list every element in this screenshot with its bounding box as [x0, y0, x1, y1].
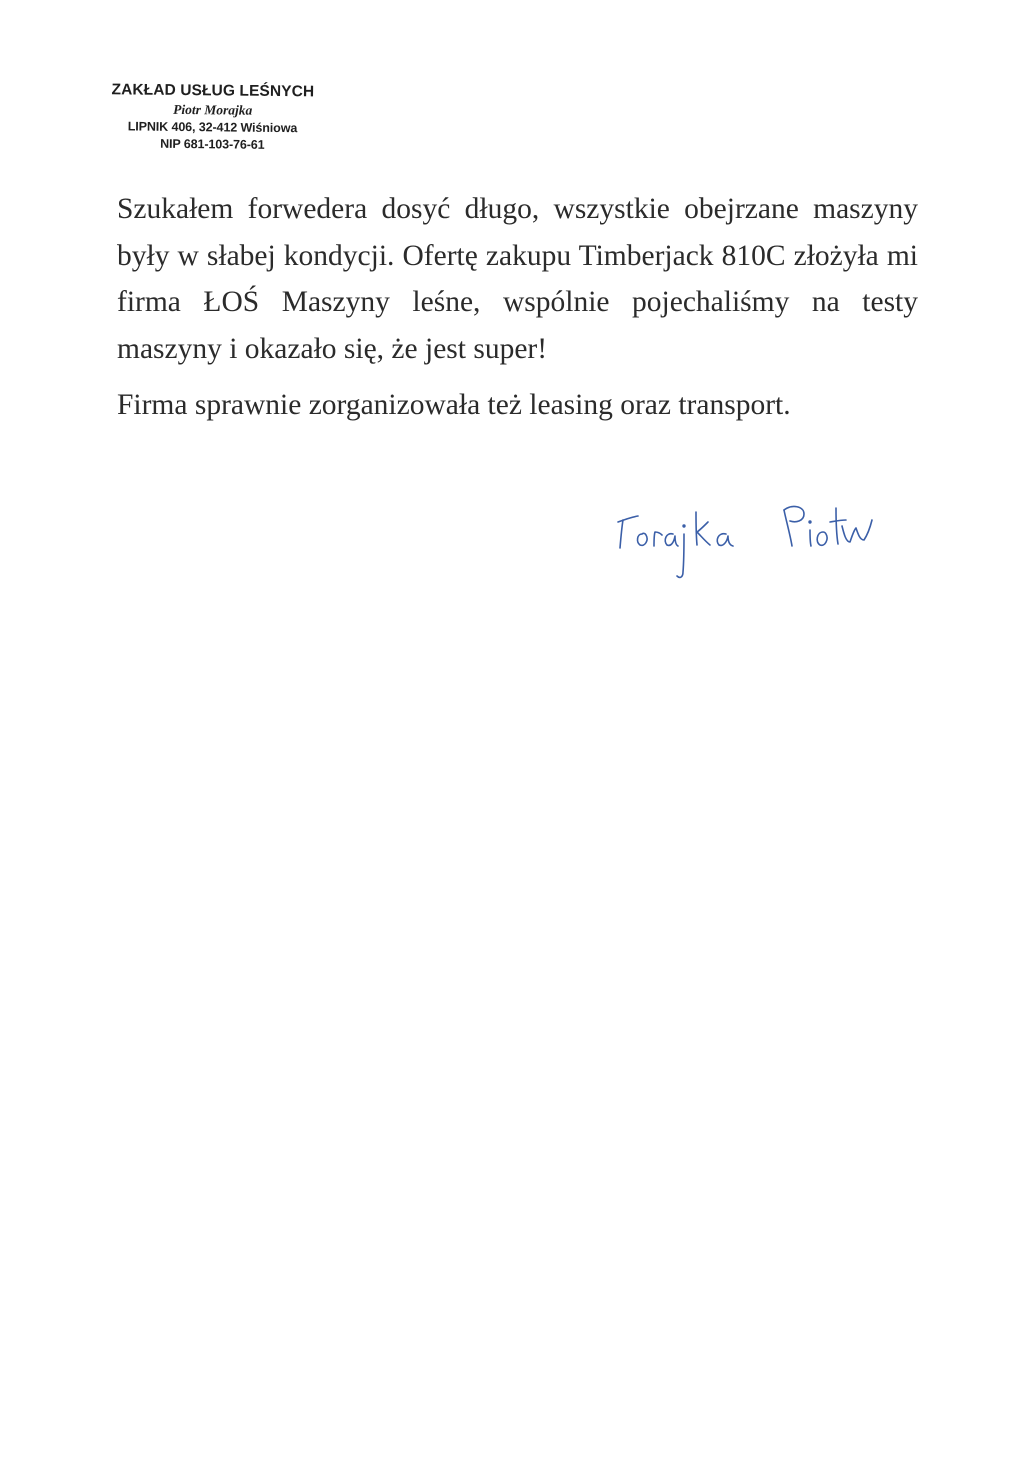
stamp-owner-name: Piotr Morajka [173, 101, 253, 118]
handwritten-signature [612, 490, 892, 590]
letter-paragraph-2: Firma sprawnie zorganizowała też leasing oraz transport. [117, 389, 791, 421]
stamp-nip: NIP 681-103-76-61 [160, 136, 265, 152]
stamp-address: LIPNIK 406, 32-412 Wiśniowa [127, 119, 298, 136]
letter-body [117, 186, 918, 429]
stamp-company-name: ZAKŁAD USŁUG LEŚNYCH [111, 81, 315, 101]
company-stamp [87, 80, 338, 155]
letter-paragraph-1: Szukałem forwedera dosyć długo, wszystkie obejrzane maszyny były w słabej kondycji. Ofertę zakupu Timberjack 810C złożyła mi firma ŁOŚ Maszyny leśne, wspólnie pojechaliśmy na testy maszyny i okazało się, że jest super! [117, 193, 918, 365]
